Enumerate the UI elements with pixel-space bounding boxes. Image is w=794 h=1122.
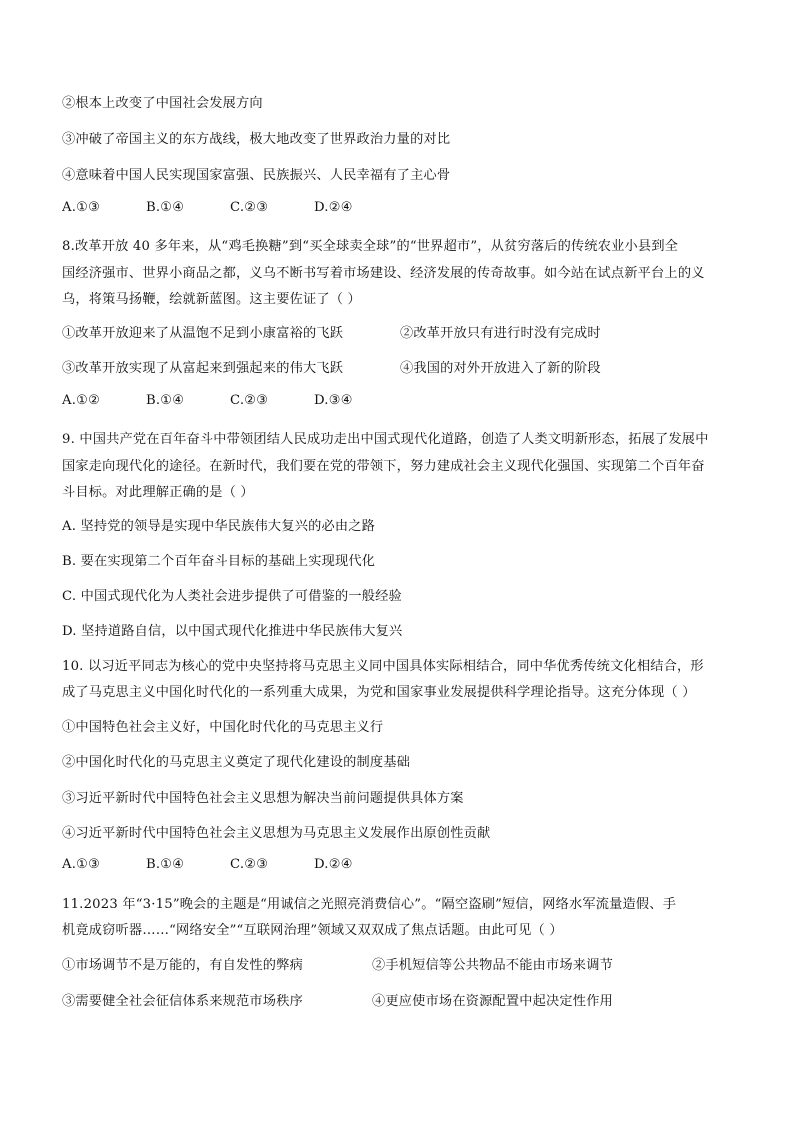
q8-item-2: ②改革开放只有进行时没有完成时 bbox=[400, 326, 601, 341]
q8-items-row-2 bbox=[62, 357, 601, 376]
q8-option-a: A.①② bbox=[62, 393, 101, 408]
q7-item-2: ②根本上改变了中国社会发展方向 bbox=[62, 96, 263, 111]
q7-options bbox=[62, 200, 353, 215]
q10-stem-line-1: 10. 以习近平同志为核心的党中央坚持将马克思主义同中国具体实际相结合，同中华优秀传统文化相结合，形 bbox=[62, 659, 704, 674]
q8-item-4: ④我国的对外开放进入了新的阶段 bbox=[400, 361, 601, 376]
q11-items-row-1 bbox=[62, 954, 613, 973]
q11-items-row-2 bbox=[62, 990, 613, 1009]
q7-option-b: B.①④ bbox=[146, 200, 185, 215]
q10-option-a: A.①③ bbox=[62, 857, 101, 872]
q10-option-b: B.①④ bbox=[146, 857, 185, 872]
q11-item-1: ①市场调节不是万能的，有自发性的弊病 bbox=[62, 958, 303, 973]
q7-option-d: D.②④ bbox=[314, 200, 353, 215]
q8-items-row-1 bbox=[62, 322, 601, 341]
q8-stem-line-2: 国经济强市、世界小商品之都，义乌不断书写着市场建设、经济发展的传奇故事。如今站在试点新平台上的义 bbox=[62, 266, 705, 281]
q11-stem-line-1: 11.2023 年“3·15”晚会的主题是“用诚信之光照亮消费信心”。“隔空盗刷”短信，网络水军流量造假、手 bbox=[62, 897, 677, 912]
q8-options bbox=[62, 393, 353, 408]
q10-item-2: ②中国化时代化的马克思主义奠定了现代化建设的制度基础 bbox=[62, 755, 411, 770]
q8-option-c: C.②③ bbox=[230, 393, 269, 408]
q9-stem-line-1: 9. 中国共产党在百年奋斗中带领团结人民成功走出中国式现代化道路，创造了人类文明新形态，拓展了发展中 bbox=[62, 432, 709, 447]
q7-option-c: C.②③ bbox=[230, 200, 269, 215]
q8-item-3: ③改革开放实现了从富起来到强起来的伟大飞跃 bbox=[62, 361, 344, 376]
q7-option-a: A.①③ bbox=[62, 200, 101, 215]
q8-stem-line-1: 8.改革开放 40 多年来，从“鸡毛换糖”到“买全球卖全球”的“世界超市”，从贫穷落后的传统农业小县到全 bbox=[62, 239, 679, 254]
q8-stem-line-3: 乌，将策马扬鞭，绘就新蓝图。这主要佐证了（ ） bbox=[62, 292, 361, 307]
q8-option-b: B.①④ bbox=[146, 393, 185, 408]
q11-item-2: ②手机短信等公共物品不能由市场来调节 bbox=[372, 958, 613, 973]
q8-item-1: ①改革开放迎来了从温饱不足到小康富裕的飞跃 bbox=[62, 326, 344, 341]
q9-option-d: D. 坚持道路自信，以中国式现代化推进中华民族伟大复兴 bbox=[62, 624, 403, 639]
q7-item-4: ④意味着中国人民实现国家富强、民族振兴、人民幸福有了主心骨 bbox=[62, 168, 451, 183]
q9-stem-line-2: 国家走向现代化的途径。在新时代，我们要在党的带领下，努力建成社会主义现代化强国、实现第二个百年奋 bbox=[62, 459, 705, 474]
q10-item-3: ③习近平新时代中国特色社会主义思想为解决当前问题提供具体方案 bbox=[62, 791, 464, 806]
q9-option-c: C. 中国式现代化为人类社会进步提供了可借鉴的一般经验 bbox=[62, 589, 402, 604]
q11-stem-line-2: 机竟成窃听器……“网络安全”“互联网治理”领域又双双成了焦点话题。由此可见（ ） bbox=[62, 923, 563, 938]
q9-stem-line-3: 斗目标。对此理解正确的是（ ） bbox=[62, 485, 254, 500]
q10-options bbox=[62, 857, 353, 872]
q9-option-a: A. 坚持党的领导是实现中华民族伟大复兴的必由之路 bbox=[62, 519, 376, 534]
q8-option-d: D.③④ bbox=[314, 393, 353, 408]
q10-stem-line-2: 成了马克思主义中国化时代化的一系列重大成果，为党和国家事业发展提供科学理论指导。这充分体现（ ） bbox=[62, 685, 696, 700]
q11-item-4: ④更应使市场在资源配置中起决定性作用 bbox=[372, 994, 613, 1009]
q10-option-c: C.②③ bbox=[230, 857, 269, 872]
q11-item-3: ③需要健全社会征信体系来规范市场秩序 bbox=[62, 994, 303, 1009]
q9-option-b: B. 要在实现第二个百年奋斗目标的基础上实现现代化 bbox=[62, 554, 376, 569]
q10-option-d: D.②④ bbox=[314, 857, 353, 872]
q10-item-4: ④习近平新时代中国特色社会主义思想为马克思主义发展作出原创性贡献 bbox=[62, 826, 491, 841]
q10-item-1: ①中国特色社会主义好，中国化时代化的马克思主义行 bbox=[62, 720, 384, 735]
q7-item-3: ③冲破了帝国主义的东方战线，极大地改变了世界政治力量的对比 bbox=[62, 132, 451, 147]
